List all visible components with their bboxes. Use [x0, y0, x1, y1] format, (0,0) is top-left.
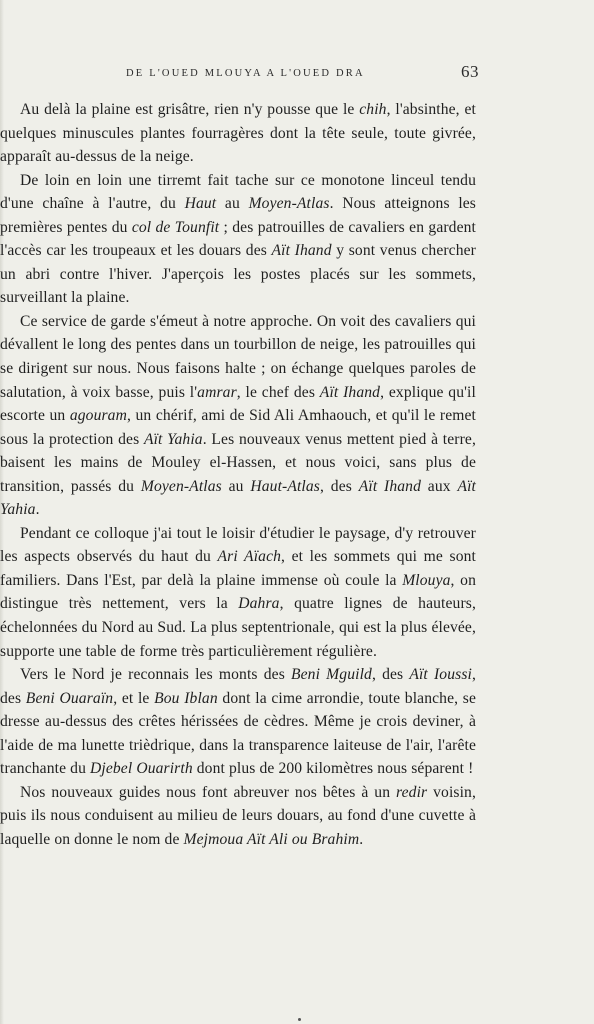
italic-run: chih	[359, 101, 387, 118]
text-run: . Nous atteignons les premières pentes du	[0, 195, 476, 236]
italic-run: Haut-Atlas	[250, 477, 320, 495]
italic-run: Haut	[184, 195, 217, 213]
text-run: , des	[371, 666, 410, 684]
text-run: Pendant ce colloque j'ai tout le loisir d'étudier le paysage, d'y retrouver les aspects observés du haut du	[0, 524, 476, 566]
italic-run: Moyen-Atlas	[140, 477, 222, 495]
text-run: , et les sommets qui me sont familiers. Dans l'Est, par delà la plaine immense où coule la	[0, 548, 476, 589]
text-run: , un chérif, ami de Sid Ali Amhaouch, et qu'il le remet sous la protection des	[0, 407, 476, 448]
text-run: , des	[320, 477, 359, 495]
italic-run: amrar	[197, 383, 237, 401]
page-number: 63	[461, 62, 479, 81]
text-run: au	[221, 477, 251, 495]
text-run: Au delà la plaine est grisâtre, rien n'y pousse que le	[20, 101, 360, 118]
paragraph	[0, 169, 476, 310]
italic-run: Bou Iblan	[154, 689, 218, 707]
italic-run: Aït Ihand	[358, 477, 422, 495]
italic-run: Aït Yahia	[0, 477, 477, 519]
italic-run: Beni Ouaraïn	[25, 689, 114, 707]
text-run: .	[359, 830, 364, 848]
text-run: , des	[0, 666, 476, 707]
text-run: . Les nouveaux venus mettent pied à terre, baisent les mains de Mouley el-Hassen, et nous voici, sans plus de transition, passés du	[0, 430, 476, 495]
italic-run: Beni Mguild	[291, 666, 372, 684]
text-run: voisin, puis ils nous conduisent au milieu de leurs douars, au fond d'une cuvette à laquelle on donne le nom de	[0, 783, 476, 848]
text-run: Nos nouveaux guides nous font abreuver nos bêtes à un	[20, 783, 397, 801]
paragraph	[0, 781, 476, 852]
running-head	[0, 62, 594, 84]
running-title: DE L'OUED MLOUYA A L'OUED DRA	[126, 68, 365, 79]
italic-run: Dahra	[238, 595, 280, 613]
paragraph	[0, 98, 476, 169]
text-run: ; des patrouilles de cavaliers en gardent l'accès car les troupeaux et les douars des	[0, 218, 476, 260]
text-run: Ce service de garde s'émeut à notre approche. On voit des cavaliers qui dévallent le long des pentes dans un tourbillon de neige, les patrouilles qui se dirigent sur nous. Nous faisons halte ; on échange quelques paroles de salutation, à voix basse, puis l'	[0, 312, 476, 401]
italic-run: col de Tounfit	[131, 218, 220, 236]
italic-run: Ari Aïach	[217, 548, 282, 566]
text-run: , explique qu'il escorte un	[0, 383, 476, 425]
italic-run: Mlouya	[402, 571, 451, 589]
italic-run: redir	[396, 783, 428, 801]
text-run: , quatre lignes de hauteurs, échelonnées du Nord au Sud. La plus septentrionale, qui est la plus élevée, supporte une table de forme très particulièrement régulière.	[0, 595, 476, 660]
text-run: De loin en loin une tirremt fait tache sur ce monotone linceul tendu d'une chaîne à l'autre, du	[0, 171, 476, 213]
paragraph	[0, 310, 476, 522]
italic-run: Aït Yahia	[143, 430, 203, 448]
italic-run: Djebel Ouarirth	[90, 760, 193, 778]
text-run: , on distingue très nettement, vers la	[0, 571, 476, 613]
italic-run: Aït Ioussi	[409, 666, 472, 684]
italic-run: Aït Ihand	[319, 383, 381, 401]
bottom-mark	[298, 1018, 301, 1021]
text-run: Vers le Nord je reconnais les monts des	[20, 666, 291, 684]
text-run: , et le	[113, 689, 155, 707]
italic-run: Mejmoua Aït Ali ou Brahim	[183, 830, 360, 848]
paragraph	[0, 522, 476, 663]
italic-run: Moyen-Atlas	[248, 195, 330, 213]
text-run: y sont venus chercher un abri contre l'hiver. J'aperçois les postes placés sur les sommets, surveillant la plaine.	[0, 242, 476, 307]
italic-run: agouram	[69, 407, 127, 425]
text-run: au	[216, 195, 249, 213]
text-run: , le chef des	[236, 383, 320, 401]
text-run: , l'absinthe, et quelques minuscules plantes fourragères dont la tête seule, toute givrée, apparaît au-dessus de la neige.	[0, 101, 476, 166]
text-run: dont plus de 200 kilomètres nous séparent !	[192, 760, 474, 778]
body-text	[0, 98, 476, 852]
text-run: aux	[421, 477, 458, 495]
text-run: .	[35, 501, 40, 519]
text-run: dont la cime arrondie, toute blanche, se dresse au-dessus des crêtes hérissées de cèdres. Même je crois deviner, à l'aide de ma lunette trièdrique, dans la transparence laiteuse de l'air, l'arête tranchante du	[0, 689, 477, 778]
italic-run: Aït Ihand	[271, 242, 332, 260]
paragraph	[0, 663, 476, 781]
